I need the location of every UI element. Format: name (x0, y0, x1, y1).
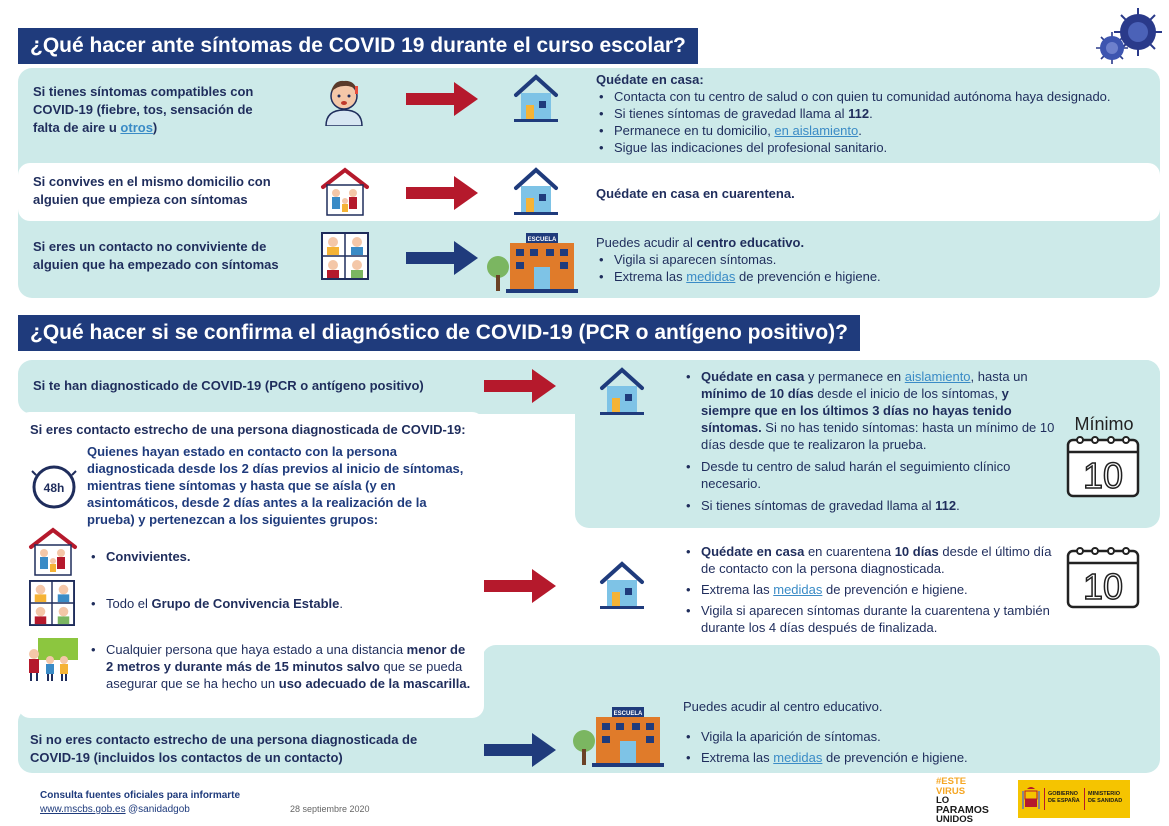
row1-bullet-2: • Si tienes síntomas de gravedad llama al 112. (596, 105, 1156, 122)
not-close-heading: Puedes acudir al centro educativo. (683, 699, 883, 714)
school-sign: ESCUELA (613, 711, 643, 717)
group-people-icon (29, 580, 75, 626)
red-arrow-1 (406, 82, 478, 116)
house-icon (512, 166, 560, 216)
row1-bullet-3: • Permanece en tu domicilio, en aislamiento. (596, 122, 1156, 139)
row1-instructions (596, 71, 1156, 156)
blue-arrow-1 (406, 241, 478, 275)
blue-arrow-2 (484, 733, 556, 767)
house-icon (598, 366, 646, 416)
section2-title: ¿Qué hacer si se confirma el diagnóstico de COVID-19 (PCR o antígeno positivo)? (18, 315, 860, 351)
virus-icon (1092, 4, 1166, 66)
not-close-bullet-1: • Vigila la aparición de síntomas. (683, 728, 1143, 745)
family-home-icon (320, 167, 370, 217)
row2-heading: Quédate en casa en cuarentena. (596, 186, 795, 201)
coat-of-arms-icon (1022, 785, 1040, 813)
row3-label: Si eres un contacto no conviviente de alguien que ha empezado con síntomas (33, 239, 279, 272)
diagnosed-bullet-3: • Si tienes síntomas de gravedad llama al 112. (683, 497, 1141, 514)
calendar2-number: 10 (1082, 566, 1124, 607)
medidas-link-3[interactable]: medidas (773, 750, 823, 765)
red-arrow-2 (406, 176, 478, 210)
quarantine-bullet-2: • Extrema las medidas de prevención e higiene. (683, 581, 1053, 598)
red-arrow-4 (484, 569, 556, 603)
family-home-icon (28, 527, 78, 577)
footer-site-link[interactable]: www.mscbs.gob.es (40, 804, 126, 815)
medidas-link-2[interactable]: medidas (773, 582, 823, 597)
not-close-label: Si no eres contacto estrecho de una persona diagnosticada de COVID-19 (incluidos los contactos de un contacto) (30, 732, 418, 765)
group-people-icon (321, 232, 369, 280)
calendar1-number: 10 (1082, 455, 1124, 496)
medidas-link-1[interactable]: medidas (686, 269, 736, 284)
section1-title: ¿Qué hacer ante síntomas de COVID 19 durante el curso escolar? (18, 28, 698, 64)
footer-handle: @sanidadgob (128, 804, 190, 815)
group-2: • Todo el Grupo de Convivencia Estable. (88, 595, 343, 612)
slogan-logo: #ESTE VIRUS LO PARAMOS UNIDOS (936, 776, 989, 825)
group-1: • Convivientes. (88, 548, 191, 565)
sick-person-icon (322, 76, 366, 126)
aislamiento-link-2[interactable]: aislamiento (904, 369, 971, 384)
ministry-line-2: DE SANIDAD (1088, 798, 1123, 804)
close-contact-title: Si eres contacto estrecho de una persona diagnosticada de COVID-19: (30, 422, 466, 437)
ministry-line-1: MINISTERIO (1088, 791, 1121, 797)
quarantine-instructions (683, 543, 1053, 636)
school-icon (486, 229, 578, 295)
gov-line-1: GOBIERNO (1048, 791, 1078, 797)
diagnosed-bullet-2: • Desde tu centro de salud harán el seguimiento clínico necesario. (683, 458, 1141, 492)
diagnosed-label: Si te han diagnosticado de COVID-19 (PCR o antígeno positivo) (33, 378, 424, 393)
row2-label: Si convives en el mismo domicilio con alguien que empieza con síntomas (33, 174, 271, 207)
clock-48h-icon (30, 462, 78, 510)
gov-line-2: DE ESPAÑA (1048, 798, 1080, 804)
school-sign: ESCUELA (527, 237, 557, 243)
house-icon (512, 73, 560, 123)
classroom-icon (24, 636, 80, 682)
group-3: • Cualquier persona que haya estado a una distancia menor de 2 metros y durante más de 15 minutos salvo que se pueda asegurar que se ha hecho un uso adecuado de la mascarilla. (88, 641, 473, 692)
calendar-icon (1066, 543, 1140, 609)
red-arrow-3 (484, 369, 556, 403)
quarantine-bullet-1: • Quédate en casa en cuarentena 10 días desde el último día de contacto con la persona diagnosticada. (683, 543, 1053, 577)
row3-bullet-1: • Vigila si aparecen síntomas. (596, 251, 1156, 268)
row3-bullet-2: • Extrema las medidas de prevención e higiene. (596, 268, 1156, 285)
otros-link[interactable]: otros (120, 120, 153, 135)
not-close-bullet-2: • Extrema las medidas de prevención e higiene. (683, 749, 1143, 766)
calendar1-label: Mínimo (1074, 414, 1134, 434)
diagnosed-bullet-1: • Quédate en casa y permanece en aislamiento, hasta un mínimo de 10 días desde el inicio de los síntomas, y siempre que en los últimos 3 días no hayas tenido síntomas. Si no has tenido síntomas: hasta un mínimo de 10 días desde que te realizaron la prueba. (683, 368, 1141, 453)
aislamiento-link-1[interactable]: en aislamiento (774, 123, 859, 138)
close-contact-description: Quienes hayan estado en contacto con la persona diagnosticada desde los 2 días previos al inicio de síntomas, mientras tiene síntomas y hasta que se aísla (y en asintomáticos, desde 2 días antes a la realización de la prueba) y pertenezcan a los siguientes grupos: (87, 444, 464, 527)
row1-heading: Quédate en casa: (596, 72, 704, 87)
not-close-instructions (683, 698, 1143, 766)
government-logo (1018, 780, 1130, 818)
footer-date: 28 septiembre 2020 (290, 804, 370, 814)
row1-bullet-1: • Contacta con tu centro de salud o con quien tu comunidad autónoma haya designado. (596, 88, 1156, 105)
house-icon (598, 560, 646, 610)
calendar-icon (1066, 432, 1140, 498)
quarantine-bullet-3: • Vigila si aparecen síntomas durante la cuarentena y también durante los 4 días después de finalizada. (683, 602, 1053, 636)
row3-instructions (596, 234, 1156, 285)
row1-bullet-4: • Sigue las indicaciones del profesional sanitario. (596, 139, 1156, 156)
row3-heading: Puedes acudir al centro educativo. (596, 235, 805, 250)
clock-label: 48h (43, 481, 65, 495)
row1-label: Si tienes síntomas compatibles con COVID-19 (fiebre, tos, sensación de falta de aire u otros) (33, 84, 254, 135)
school-icon (572, 703, 664, 769)
footer-consult: Consulta fuentes oficiales para informarte (40, 790, 241, 801)
